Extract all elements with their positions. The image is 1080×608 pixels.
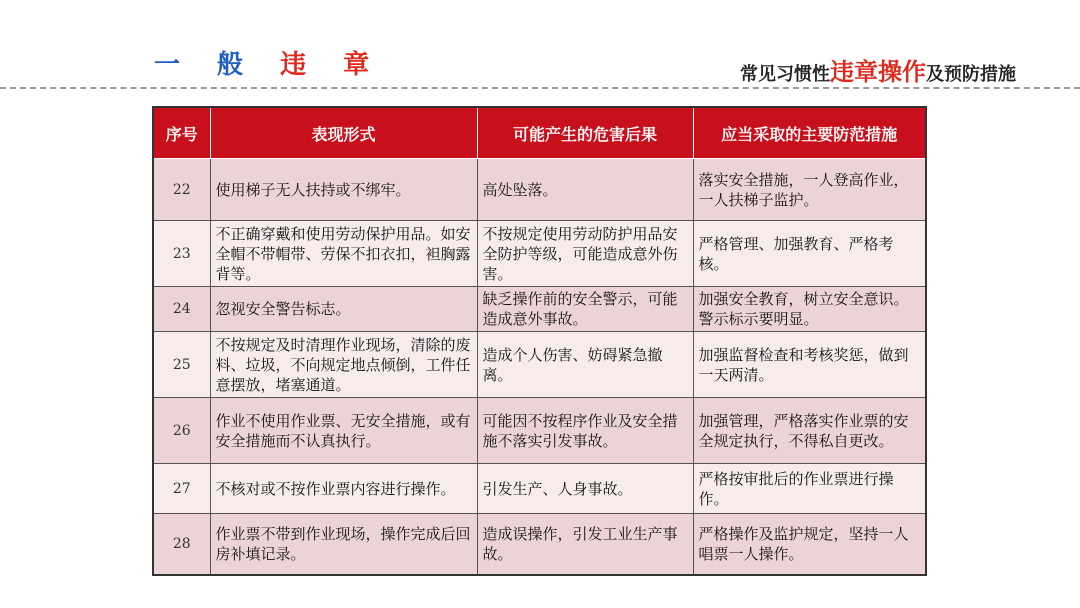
row-measure: 落实安全措施，一人登高作业，一人扶梯子监护。 bbox=[693, 159, 926, 221]
section-title-part2: 违 章 bbox=[280, 50, 384, 80]
row-consequence: 可能因不按程序作业及安全措施不落实引发事故。 bbox=[477, 398, 693, 464]
row-measure: 加强监督检查和考核奖惩，做到一天两清。 bbox=[693, 332, 926, 398]
row-consequence: 造成个人伤害、妨碍紧急撤离。 bbox=[477, 332, 693, 398]
table-row bbox=[153, 221, 926, 287]
page-title-suffix: 及预防措施 bbox=[926, 64, 1016, 85]
violations-table bbox=[152, 106, 927, 576]
table-row bbox=[153, 398, 926, 464]
table-row bbox=[153, 464, 926, 514]
column-header-measure: 应当采取的主要防范措施 bbox=[693, 107, 926, 159]
section-title bbox=[154, 44, 383, 81]
row-consequence: 引发生产、人身事故。 bbox=[477, 464, 693, 514]
row-form: 作业票不带到作业现场，操作完成后回房补填记录。 bbox=[210, 514, 477, 575]
row-consequence: 不按规定使用劳动防护用品安全防护等级，可能造成意外伤害。 bbox=[477, 221, 693, 287]
table-row bbox=[153, 514, 926, 575]
row-measure: 严格按审批后的作业票进行操作。 bbox=[693, 464, 926, 514]
row-measure: 加强安全教育，树立安全意识。警示标示要明显。 bbox=[693, 287, 926, 332]
row-number: 27 bbox=[153, 464, 210, 514]
page-title-highlight: 违章操作 bbox=[830, 58, 926, 86]
table-header-row bbox=[153, 107, 926, 159]
row-number: 26 bbox=[153, 398, 210, 464]
row-number: 23 bbox=[153, 221, 210, 287]
row-consequence: 缺乏操作前的安全警示，可能造成意外事故。 bbox=[477, 287, 693, 332]
page-title-prefix: 常见习惯性 bbox=[740, 64, 830, 85]
row-consequence: 高处坠落。 bbox=[477, 159, 693, 221]
row-measure: 严格操作及监护规定，坚持一人唱票一人操作。 bbox=[693, 514, 926, 575]
row-consequence: 造成误操作，引发工业生产事故。 bbox=[477, 514, 693, 575]
column-header-form: 表现形式 bbox=[210, 107, 477, 159]
table-row bbox=[153, 332, 926, 398]
section-title-part1: 一 般 bbox=[154, 50, 258, 80]
row-form: 不核对或不按作业票内容进行操作。 bbox=[210, 464, 477, 514]
table-row bbox=[153, 287, 926, 332]
page-title bbox=[740, 52, 1016, 87]
row-form: 使用梯子无人扶持或不绑牢。 bbox=[210, 159, 477, 221]
row-number: 28 bbox=[153, 514, 210, 575]
row-form: 不正确穿戴和使用劳动保护用品。如安全帽不带帽带、劳保不扣衣扣，袒胸露背等。 bbox=[210, 221, 477, 287]
row-form: 不按规定及时清理作业现场，清除的废料、垃圾，不向规定地点倾倒，工件任意摆放，堵塞通道。 bbox=[210, 332, 477, 398]
table-row bbox=[153, 159, 926, 221]
row-form: 作业不使用作业票、无安全措施，或有安全措施而不认真执行。 bbox=[210, 398, 477, 464]
column-header-number: 序号 bbox=[153, 107, 210, 159]
row-measure: 加强管理，严格落实作业票的安全规定执行，不得私自更改。 bbox=[693, 398, 926, 464]
header-divider bbox=[0, 87, 1080, 89]
row-number: 25 bbox=[153, 332, 210, 398]
row-number: 22 bbox=[153, 159, 210, 221]
row-number: 24 bbox=[153, 287, 210, 332]
row-measure: 严格管理、加强教育、严格考核。 bbox=[693, 221, 926, 287]
row-form: 忽视安全警告标志。 bbox=[210, 287, 477, 332]
column-header-consequence: 可能产生的危害后果 bbox=[477, 107, 693, 159]
